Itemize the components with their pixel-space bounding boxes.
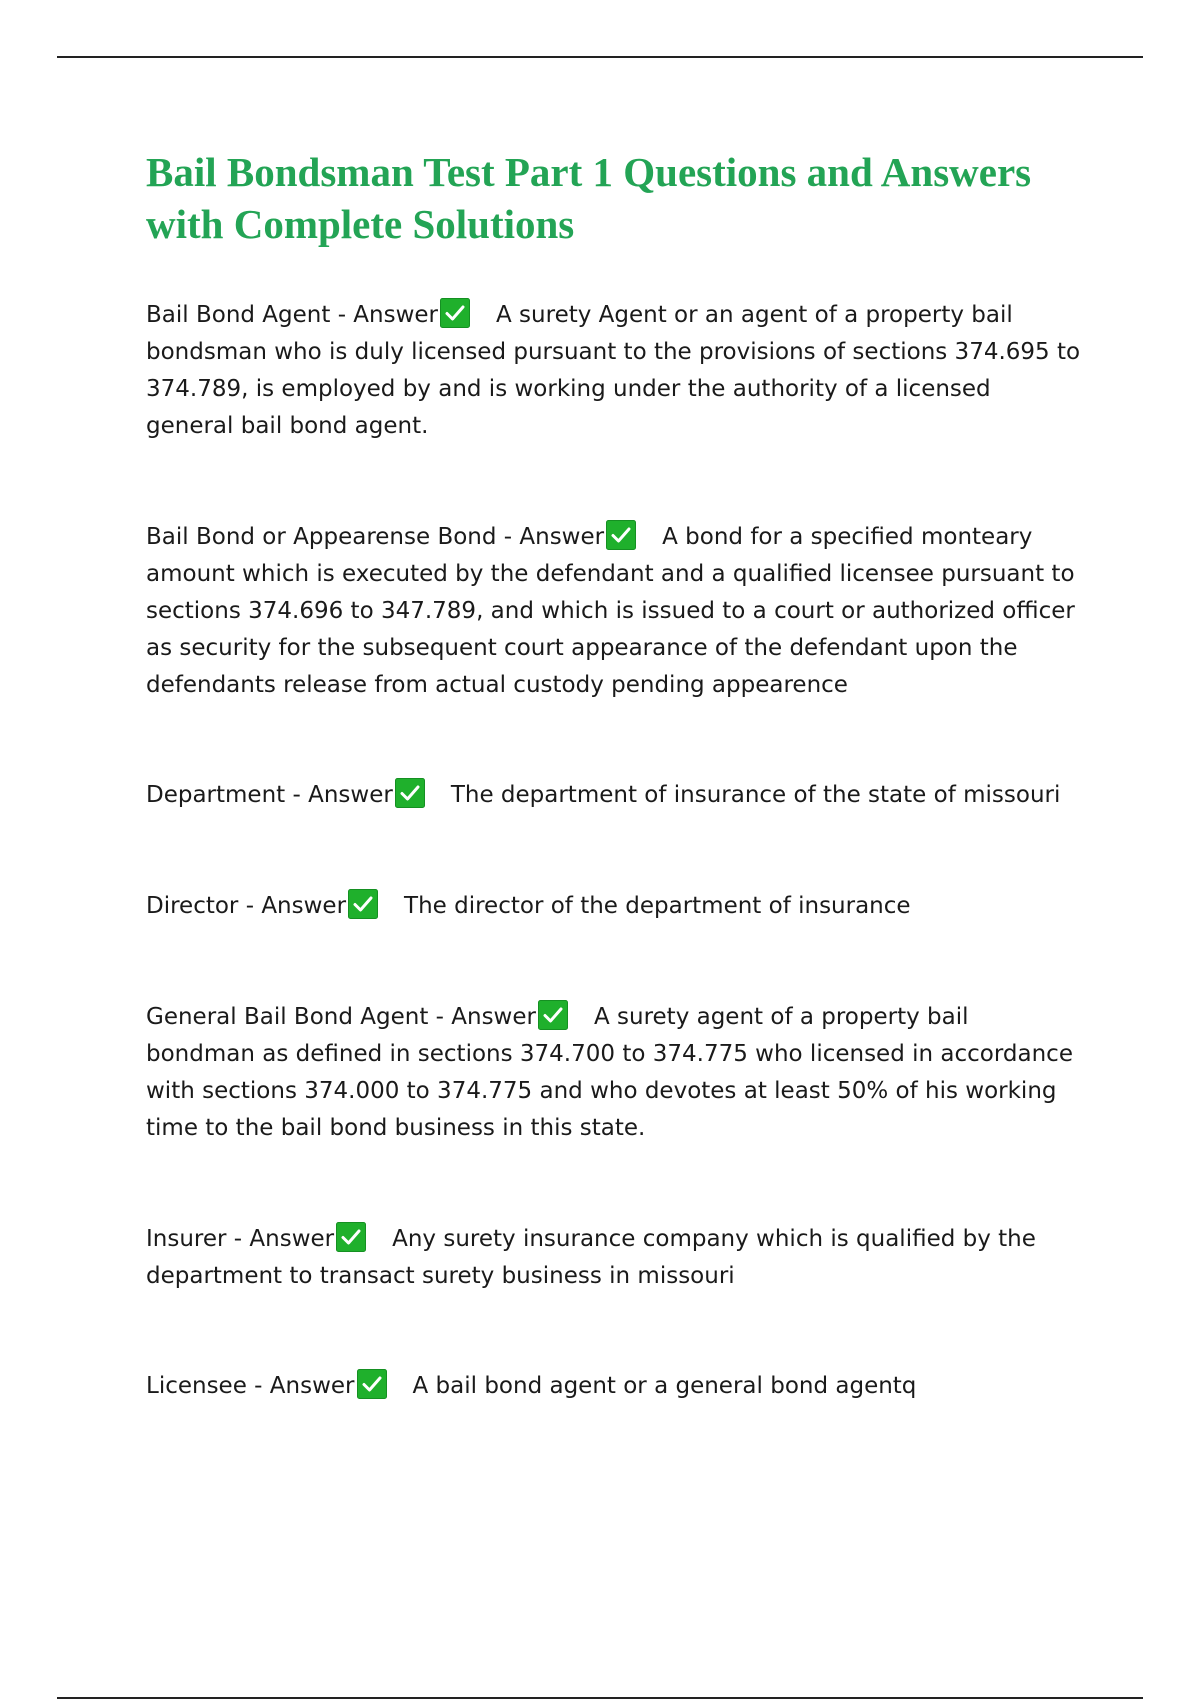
entry-term: Department - Answer (146, 782, 393, 808)
entry-definition: The department of insurance of the state of missouri (450, 782, 1061, 808)
entry-term: Bail Bond or Appearense Bond - Answer (146, 524, 605, 550)
entry-department (146, 777, 1081, 814)
entry-definition: A bond for a specified monteary amount which is executed by the defendant and a qualified licensee pursuant to sections 374.696 to 347.789, and which is issued to a court or authorized officer as security for the subsequent court appearance of the defendant upon the defendants release from actual custody pending appearence (146, 524, 1075, 698)
check-mark-icon (395, 778, 425, 808)
entry-definition: The director of the department of insurance (404, 893, 911, 919)
entry-bail-bond-agent (146, 297, 1081, 445)
check-mark-icon (538, 1000, 568, 1030)
entry-appearance-bond (146, 519, 1081, 704)
check-mark-icon (440, 298, 470, 328)
entry-insurer (146, 1221, 1081, 1295)
check-mark-icon (606, 520, 636, 550)
entry-director (146, 888, 1081, 925)
top-rule (57, 56, 1143, 58)
document-title: Bail Bondsman Test Part 1 Questions and Answers with Complete Solutions (146, 149, 1032, 247)
check-mark-icon (357, 1369, 387, 1399)
entry-definition: Any surety insurance company which is qualified by the department to transact surety business in missouri (146, 1226, 1036, 1289)
entry-term: Director - Answer (146, 893, 347, 919)
entry-definition: A surety agent of a property bail bondman as defined in sections 374.700 to 374.775 who licensed in accordance with sections 374.000 to 374.775 and who devotes at least 50% of his working time to the bail bond business in this state. (146, 1004, 1073, 1141)
entry-term: Insurer - Answer (146, 1226, 335, 1252)
entry-definition: A bail bond agent or a general bond agentq (412, 1373, 917, 1399)
entry-term: General Bail Bond Agent - Answer (146, 1004, 536, 1030)
entry-definition: A surety Agent or an agent of a property bail bondsman who is duly licensed pursuant to the provisions of sections 374.695 to 374.789, is employed by and is working under the authority of a licensed general bail bond agent. (146, 302, 1081, 439)
entry-general-bail-bond-agent (146, 999, 1081, 1147)
bottom-rule (57, 1697, 1143, 1699)
entry-term: Bail Bond Agent - Answer (146, 302, 439, 328)
entry-term: Licensee - Answer (146, 1373, 355, 1399)
check-mark-icon (336, 1222, 366, 1252)
check-mark-icon (348, 889, 378, 919)
entry-licensee (146, 1368, 1081, 1405)
